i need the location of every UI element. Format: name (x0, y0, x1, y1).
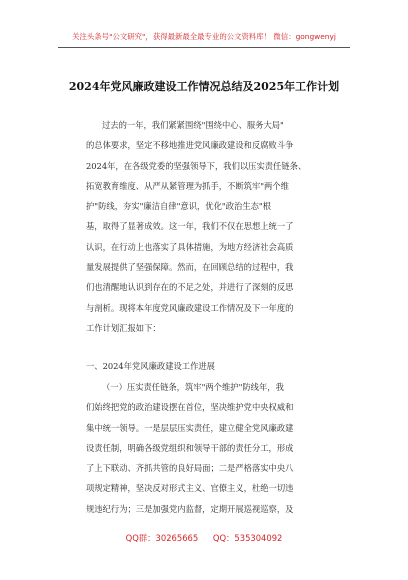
text-line: 们也清醒地认识到存在的不足之处，并进行了深刻的反思 (86, 282, 294, 293)
text-line: 们始终把党的政治建设摆在首位，坚决维护党中央权威和 (86, 402, 294, 413)
text-line: 设责任制，明确各级党组织和领导干部的责任分工，形成 (86, 442, 294, 453)
intro-paragraph (86, 115, 352, 338)
section-paragraph (86, 377, 352, 519)
text-line: 集中统一领导。一是层层压实责任，建立健全党风廉政建 (86, 422, 294, 433)
text-line: 了上下联动、齐抓共管的良好局面；二是严格落实中央八 (86, 463, 294, 474)
text-line: 护"防线，夯实"廉洁自律"意识，优化"政治生态"根 (86, 201, 272, 212)
footer-contact (0, 532, 408, 544)
header-divider (58, 47, 350, 48)
text-line: 过去的一年，我们紧紧围绕"围绕中心、服务大局" (102, 120, 284, 130)
text-line: 量发展提供了坚强保障。然而，在回顾总结的过程中，我 (86, 262, 294, 273)
text-line: 基，取得了显著成效。这一年，我们不仅在思想上统一了 (86, 221, 294, 232)
header-banner: 关注头条号"公文研究"，获得最新最全最专业的公文资料库！ 微信：gongwenyj (72, 32, 336, 41)
text-line: 与剖析。现将本年度党风廉政建设工作情况及下一年度的 (86, 302, 294, 313)
text-line: 规违纪行为；三是加强党内监督，定期开展巡视巡察，及 (86, 503, 294, 514)
text-line: 工作计划汇报如下： (86, 322, 161, 333)
section-heading: 一、2024年党风廉政建设工作进展 (86, 361, 215, 371)
document-title: 2024年党风廉政建设工作情况总结及2025年工作计划 (68, 80, 340, 93)
text-line: 拓宽教育维度、从严从紧管理为抓手，不断筑牢"两个维 (86, 180, 289, 191)
text-line: 项规定精神，坚决反对形式主义、官僚主义，杜绝一切违 (86, 483, 294, 494)
text-line: 的总体要求，坚定不移地推进党风廉政建设和反腐败斗争 (86, 140, 294, 151)
text-line: 2024年，在各级党委的坚强领导下，我们以压实责任链条、 (86, 160, 307, 171)
qq-group-label: QQ群：30265665 (125, 533, 199, 543)
text-line: 认识，在行动上也落实了具体措施，为地方经济社会高质 (86, 241, 294, 252)
text-line: （一）压实责任链条，筑牢"两个维护"防线年，我 (102, 382, 284, 392)
qq-number-label: QQ：535304092 (212, 533, 283, 543)
